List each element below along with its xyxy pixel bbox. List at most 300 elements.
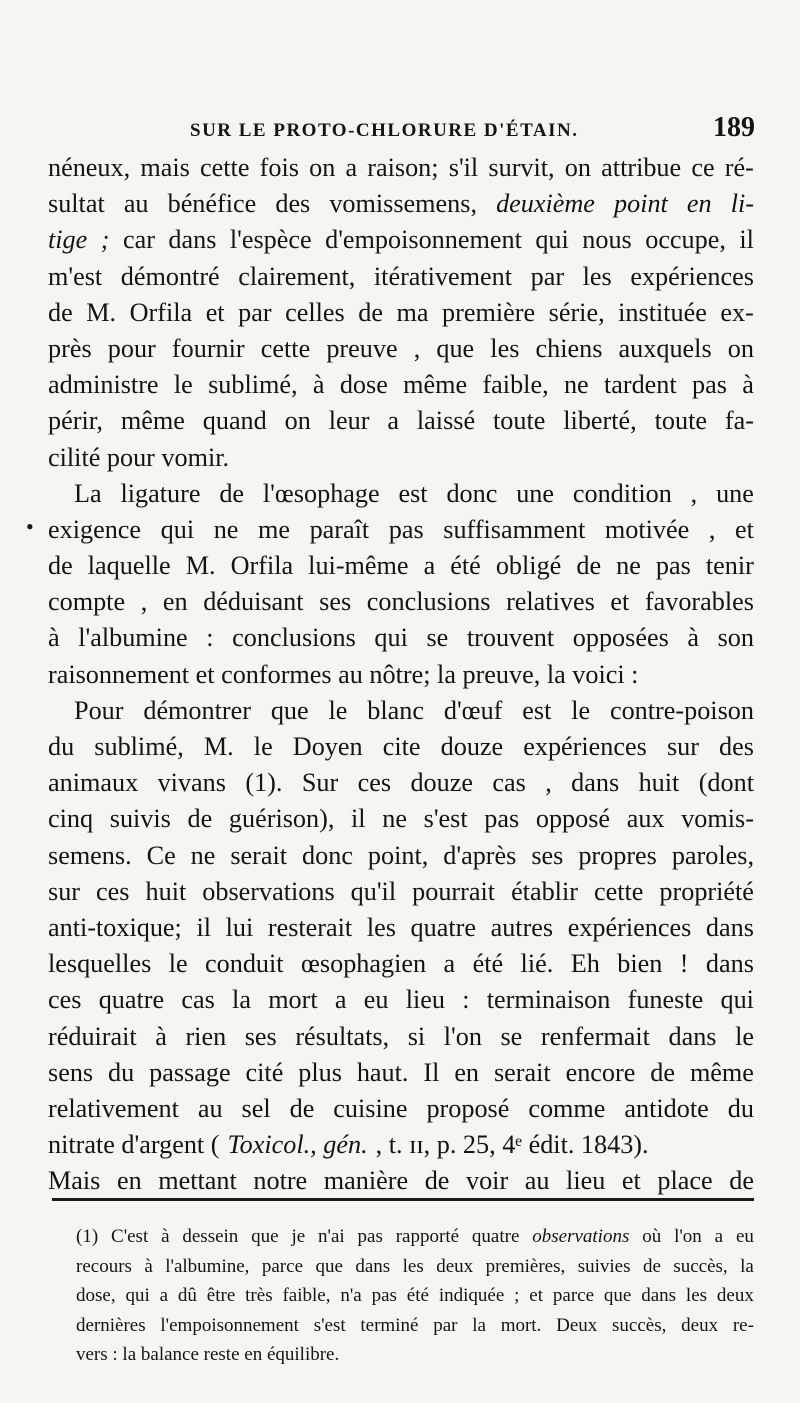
word: pourrait (412, 876, 496, 906)
word: point (614, 189, 668, 219)
word: mort (268, 985, 318, 1015)
word: l'albumine (78, 623, 188, 653)
word: succès, (673, 1255, 728, 1277)
text-segment: vers : la balance reste en équilibre. (76, 1344, 340, 1365)
word: on (284, 406, 311, 436)
word: pas (655, 551, 691, 581)
word: succès, (612, 1314, 667, 1336)
word: même (689, 1057, 754, 1087)
body-line (48, 512, 754, 548)
word: le (328, 695, 348, 725)
word: des (275, 189, 311, 219)
word: de (187, 804, 213, 834)
word: quatre (471, 1226, 520, 1247)
word: preuve (326, 333, 398, 363)
word: resterait (267, 912, 353, 942)
word: démontrer (143, 695, 251, 725)
word: toute (654, 406, 707, 436)
word: de (219, 478, 245, 508)
word: a (387, 406, 399, 436)
word: trouvent (466, 623, 555, 653)
word: faible, (482, 370, 549, 400)
word: d'après (443, 840, 517, 870)
word: est (522, 695, 552, 725)
word: l'on (443, 1021, 482, 1051)
word: plus (298, 1057, 342, 1087)
word: a (443, 949, 456, 979)
word: ces (96, 876, 130, 906)
word: auxquels (618, 333, 712, 363)
word: et (529, 1285, 544, 1306)
word: terminé (360, 1314, 419, 1336)
word: (1). (245, 768, 283, 798)
word: exigence (48, 514, 142, 544)
word: vivans (157, 768, 226, 798)
word: ligature (120, 478, 201, 508)
word: , (545, 768, 552, 798)
word: li- (730, 189, 754, 219)
word: suffisamment (443, 514, 586, 544)
word: observations (532, 1226, 630, 1247)
word: expériences (523, 732, 647, 761)
body-line (48, 838, 754, 874)
word: sur (48, 876, 81, 906)
body-line (48, 801, 754, 837)
word: la (472, 1314, 486, 1336)
word: dose, (76, 1285, 116, 1306)
word: manière (323, 1166, 409, 1196)
word: passage (149, 1057, 231, 1087)
word: première (442, 297, 536, 327)
word: et (734, 514, 754, 544)
word: dessein (182, 1226, 239, 1247)
word: cette (593, 876, 644, 906)
word: huit (638, 768, 680, 798)
body-line (48, 693, 754, 729)
word: lesquelles (48, 949, 152, 979)
word: pas (357, 1226, 383, 1247)
word: par (530, 261, 565, 291)
word: M. (203, 732, 234, 761)
word: vomis- (681, 804, 754, 834)
word: comme (528, 1093, 606, 1123)
word: parce (552, 1285, 595, 1306)
word: bien (617, 949, 663, 979)
word: le (735, 1021, 754, 1051)
word: observations (202, 876, 335, 906)
word: La (74, 478, 102, 508)
word: relativement (48, 1093, 179, 1123)
word: ; (100, 225, 110, 255)
word: cas (492, 768, 526, 798)
word: condition (572, 478, 672, 508)
body-line (48, 946, 754, 982)
word: fournir (171, 333, 245, 363)
running-header (190, 112, 755, 148)
word: ; (514, 1285, 520, 1306)
word: en (686, 189, 712, 219)
word: favorables (644, 587, 754, 617)
word: sens (48, 1057, 94, 1087)
word: a (345, 153, 358, 182)
word: son (717, 623, 754, 653)
word: par (238, 297, 272, 327)
word: même (403, 370, 468, 400)
word: l'on (674, 1226, 702, 1247)
word: suivies (577, 1255, 631, 1277)
word: dans (355, 1255, 391, 1277)
word: le (253, 732, 273, 761)
word: vomissemens, (329, 189, 477, 219)
word: huit (145, 876, 187, 906)
word: et (610, 587, 630, 617)
word: , (708, 514, 716, 544)
word: une (516, 478, 555, 508)
word: tige (48, 225, 88, 255)
word: qu'il (350, 876, 397, 906)
body-line (48, 150, 754, 186)
word: ces (357, 768, 392, 798)
word: de (729, 1166, 754, 1196)
word: cite (382, 732, 421, 761)
word: paraît (309, 514, 370, 544)
word: le (168, 949, 188, 979)
word: survit, (488, 153, 555, 182)
word: de (48, 297, 73, 327)
body-line (48, 1019, 754, 1055)
word: fa- (724, 406, 754, 436)
word: ré- (724, 153, 754, 182)
word: s'est (423, 804, 468, 834)
word: on (309, 153, 336, 182)
word: très (245, 1285, 273, 1306)
word: du (108, 1057, 135, 1087)
word: la (740, 1255, 754, 1277)
word: anti-toxique; (48, 912, 182, 942)
word: été (450, 551, 481, 581)
word: à (687, 623, 699, 653)
word: , (690, 478, 698, 508)
text-segment: cilité pour vomir. (48, 442, 230, 472)
word: ne (213, 514, 239, 544)
word: a (714, 1226, 724, 1247)
word: du (727, 1093, 754, 1123)
word: chiens (535, 333, 603, 363)
word: ce (691, 153, 715, 182)
word: ces (48, 985, 82, 1015)
text-segment: nitrate d'argent ( (48, 1130, 220, 1160)
text-segment: , t. ɪɪ, p. 25, 4ᵉ édit. 1843). (375, 1130, 649, 1160)
word: et (621, 1166, 641, 1196)
word: suivis (109, 804, 171, 834)
footnote-line (76, 1340, 754, 1370)
word: est (398, 478, 428, 508)
word: je (291, 1226, 306, 1247)
word: qui (125, 1285, 150, 1306)
word: raison; (367, 153, 439, 182)
word: (dont (698, 768, 754, 798)
word: fois (259, 153, 299, 182)
word: ex- (720, 297, 754, 327)
word: m'est (48, 261, 103, 291)
word: rien (185, 1021, 227, 1051)
word: dans (705, 949, 754, 979)
body-line (48, 1163, 754, 1199)
word: laquelle (87, 551, 171, 581)
word: les (582, 261, 612, 291)
margin-mark: • (26, 514, 34, 539)
word: résultats, (295, 1021, 390, 1051)
word: place (657, 1166, 713, 1196)
word: lui-même (308, 551, 409, 581)
word: itérativement (373, 261, 513, 291)
word: l'œsophage (262, 478, 380, 508)
text-segment: raisonnement et conformes au nôtre; la preuve, la voici : (48, 659, 639, 689)
word: de (358, 297, 383, 327)
body-line (48, 982, 754, 1018)
word: sel (241, 1093, 271, 1123)
word: C'est (111, 1226, 149, 1247)
body-line (48, 331, 754, 367)
word: ne (382, 804, 407, 834)
word: motivée (604, 514, 690, 544)
word: cinq (48, 804, 94, 834)
word: attribue (601, 153, 682, 182)
word: les (402, 1255, 424, 1277)
word: que (270, 695, 309, 725)
word: ! (679, 949, 689, 979)
word: nous (582, 225, 632, 255)
word: ses (531, 840, 564, 870)
word: re- (732, 1314, 754, 1336)
body-line (48, 440, 754, 476)
word: cité (245, 1057, 284, 1087)
word: serait (230, 840, 288, 870)
word: opposé (535, 804, 611, 834)
word: donc (446, 478, 498, 508)
word: ne (563, 370, 589, 400)
body-line (48, 584, 754, 620)
word: eu (735, 1226, 754, 1247)
body-text (48, 150, 754, 1199)
word: périr, (48, 406, 103, 436)
word: rapporté (395, 1226, 460, 1247)
word: funeste (627, 985, 704, 1015)
word: eu (363, 985, 389, 1015)
word: leur (328, 406, 370, 436)
word: cuisine (333, 1093, 408, 1123)
word: Il (423, 1057, 440, 1087)
word: dose (339, 370, 388, 400)
word: dans (705, 912, 754, 942)
word: où (642, 1226, 662, 1247)
word: liberté, (563, 406, 637, 436)
footnote-line (76, 1252, 754, 1282)
word: encore (565, 1057, 636, 1087)
body-line (48, 874, 754, 910)
body-line (48, 657, 754, 693)
word: d'empoisonnement (325, 225, 522, 255)
word: sublimé, (94, 732, 184, 761)
word: du (48, 732, 75, 761)
word: lieu (405, 985, 445, 1015)
word: une (716, 478, 754, 508)
word: être (206, 1285, 236, 1306)
word: néneux, (48, 153, 131, 182)
word: en (162, 587, 188, 617)
word: a (159, 1285, 169, 1306)
word: lié. (520, 949, 554, 979)
word: que (315, 1255, 343, 1277)
word: premières, (485, 1255, 566, 1277)
word: qui (374, 623, 408, 653)
word: point, (367, 840, 429, 870)
word: sublimé, (208, 370, 298, 400)
word: contre-poison (609, 695, 754, 725)
word: et (205, 297, 225, 327)
word: ses (244, 1021, 277, 1051)
word: occupe, (645, 225, 726, 255)
body-line (48, 1055, 754, 1091)
body-line (48, 729, 754, 765)
word: Deux (556, 1314, 598, 1336)
word: les (685, 1285, 708, 1306)
word: ma (396, 297, 429, 327)
body-line (48, 186, 754, 222)
body-line (48, 620, 754, 656)
word: même (120, 406, 185, 436)
word: bénéfice (167, 189, 257, 219)
word: Mais (48, 1166, 101, 1196)
word: pas (692, 370, 727, 400)
word: conclusions (232, 623, 356, 653)
body-line (48, 476, 754, 512)
word: lieu (566, 1166, 606, 1196)
word: : (206, 623, 214, 653)
word: car (122, 225, 155, 255)
body-line (48, 295, 754, 331)
word: M. (86, 297, 117, 327)
word: quatre (98, 985, 165, 1015)
word: clairement, (238, 261, 356, 291)
word: la (232, 985, 251, 1015)
word: me (257, 514, 290, 544)
footnote-line (76, 1222, 754, 1252)
word: à (312, 370, 325, 400)
word: tenir (705, 551, 754, 581)
word: parce (261, 1255, 304, 1277)
word: , (413, 333, 421, 363)
word: pas (388, 514, 424, 544)
word: pas (484, 804, 520, 834)
word: douze (440, 732, 504, 761)
word: haut. (356, 1057, 409, 1087)
word: au (123, 189, 149, 219)
word: de (424, 1166, 450, 1196)
word: pour (107, 333, 156, 363)
word: mort. (500, 1314, 542, 1336)
word: mais (140, 153, 190, 182)
word: à (161, 1226, 170, 1247)
word: en (454, 1057, 480, 1087)
word: conduit (205, 949, 284, 979)
word: à (48, 623, 60, 653)
word: expériences (630, 261, 754, 291)
word: que (436, 333, 475, 363)
word: serait (493, 1057, 551, 1087)
word: n'ai (318, 1226, 345, 1247)
word: de (48, 551, 73, 581)
word: que (603, 1285, 632, 1306)
word: administre (48, 370, 159, 400)
word: relatives (506, 587, 595, 617)
word: de (642, 1255, 661, 1277)
word: les (490, 333, 520, 363)
word: propriété (659, 876, 754, 906)
word: à (742, 370, 754, 400)
word: qui (535, 225, 569, 255)
word: paroles, (671, 840, 754, 870)
body-line (48, 910, 754, 946)
word: ses (319, 587, 352, 617)
word: par (433, 1314, 458, 1336)
word: guérison), (228, 804, 335, 834)
word: série, (548, 297, 605, 327)
word: douze (410, 768, 473, 798)
footnote-line (76, 1311, 754, 1341)
word: dans (641, 1285, 677, 1306)
word: dans (571, 768, 620, 798)
word: il (196, 912, 211, 942)
word: faible, (282, 1285, 331, 1306)
body-line (48, 367, 754, 403)
word: se (500, 1021, 523, 1051)
word: renfermait (540, 1021, 650, 1051)
word: près (48, 333, 92, 363)
word: notre (253, 1166, 308, 1196)
word: obligé (495, 551, 562, 581)
word: ne (190, 840, 216, 870)
word: le (571, 695, 591, 725)
word: les (366, 912, 396, 942)
word: on (727, 333, 754, 363)
word: démontré (120, 261, 220, 291)
footnotes (76, 1222, 754, 1370)
word: on (564, 153, 591, 182)
word: dans (168, 225, 217, 255)
word: animaux (48, 768, 139, 798)
word: quand (202, 406, 267, 436)
word: tardent (603, 370, 677, 400)
footnote-line (76, 1281, 754, 1311)
word: s'il (448, 153, 479, 182)
word: antidote (624, 1093, 709, 1123)
word: Pour (74, 695, 124, 725)
word: Orfila (230, 551, 294, 581)
word: instituée (618, 297, 707, 327)
word: , (140, 587, 148, 617)
word: deux (436, 1255, 474, 1277)
word: dû (177, 1285, 197, 1306)
word: opposées (572, 623, 669, 653)
word: Ce (146, 840, 176, 870)
word: M. (185, 551, 216, 581)
word: cas (181, 985, 215, 1015)
word: déduisant (203, 587, 304, 617)
word: à (144, 1255, 153, 1277)
word: proposé (426, 1093, 510, 1123)
word: laissé (416, 406, 476, 436)
